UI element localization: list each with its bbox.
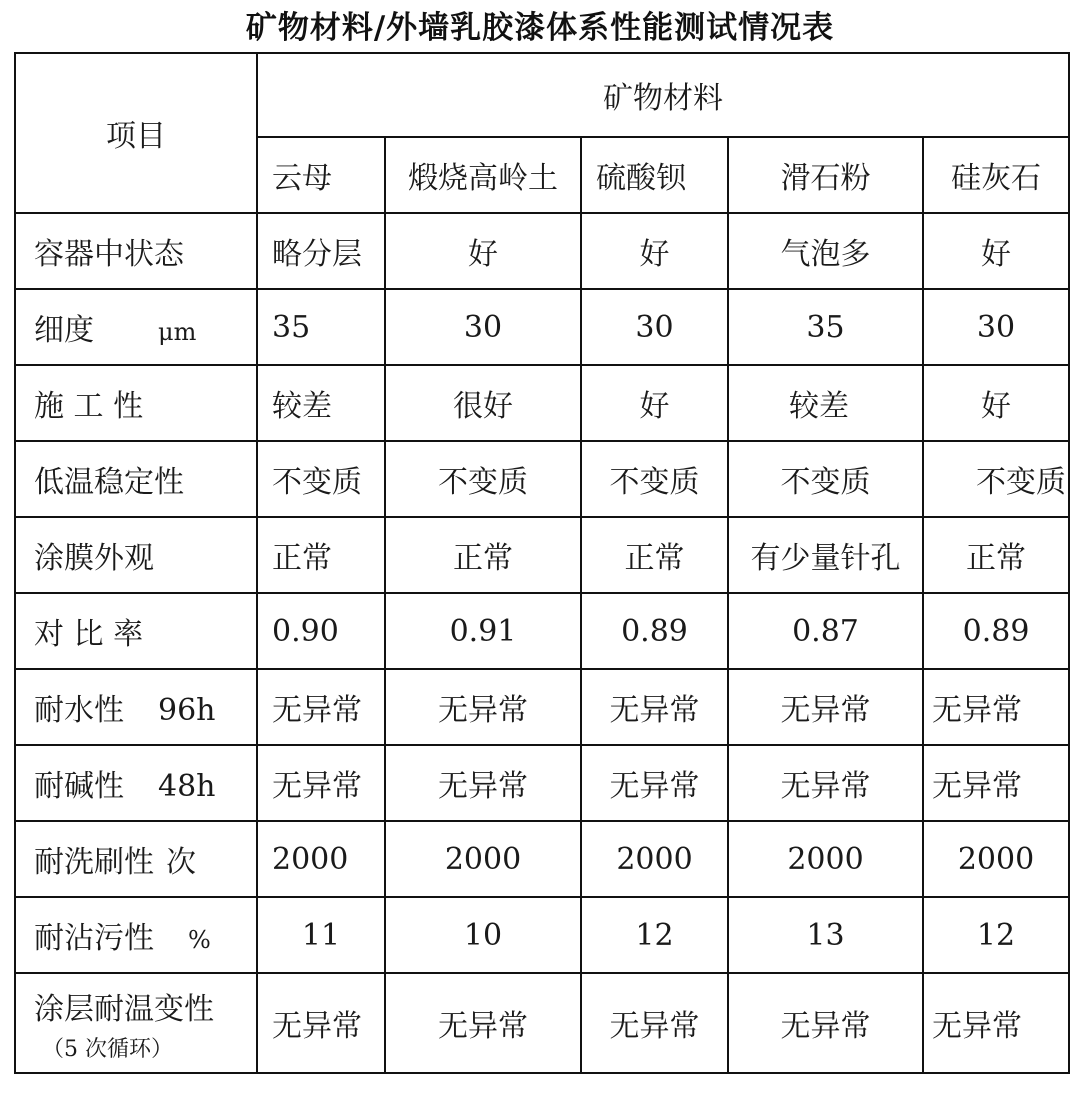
table-cell: 正常 xyxy=(581,517,728,593)
table-row xyxy=(15,821,1069,897)
row-unit: 次 xyxy=(166,845,196,880)
table-cell: 无异常 xyxy=(581,745,728,821)
table-cell: 0.91 xyxy=(385,593,581,669)
table-cell: 不变质 xyxy=(385,441,581,517)
row-label xyxy=(15,441,257,517)
material-header: 云母 xyxy=(257,137,385,213)
table-cell: 无异常 xyxy=(385,669,581,745)
table-cell: 无异常 xyxy=(923,745,1069,821)
material-header: 硫酸钡 xyxy=(581,137,728,213)
table-cell: 无异常 xyxy=(257,973,385,1073)
row-label xyxy=(15,973,257,1073)
table-cell: 无异常 xyxy=(923,669,1069,745)
row-label xyxy=(15,669,257,745)
table-row xyxy=(15,289,1069,365)
table-cell: 无异常 xyxy=(257,669,385,745)
table-cell: 好 xyxy=(385,213,581,289)
row-unit: % xyxy=(188,926,211,954)
table-row xyxy=(15,897,1069,973)
table-row xyxy=(15,441,1069,517)
table-row xyxy=(15,669,1069,745)
table-cell: 较差 xyxy=(257,365,385,441)
table-cell: 好 xyxy=(923,365,1069,441)
table-cell: 有少量针孔 xyxy=(728,517,923,593)
row-label-text: 耐碱性 xyxy=(34,769,124,804)
row-unit: （5 次循环） xyxy=(42,1036,173,1062)
table-cell: 不变质 xyxy=(923,441,1069,517)
table-cell: 无异常 xyxy=(581,669,728,745)
header-row-group xyxy=(15,53,1069,137)
table-cell: 无异常 xyxy=(385,973,581,1073)
row-label xyxy=(15,213,257,289)
row-label-text: 耐沾污性 xyxy=(34,921,154,956)
row-unit: μm xyxy=(158,318,197,346)
table-cell: 35 xyxy=(728,289,923,365)
table-row xyxy=(15,517,1069,593)
table-cell: 2000 xyxy=(385,821,581,897)
table-title: 矿物材料/外墙乳胶漆体系性能测试情况表 xyxy=(245,10,835,46)
table-cell: 2000 xyxy=(923,821,1069,897)
table-cell: 2000 xyxy=(581,821,728,897)
table-cell: 无异常 xyxy=(923,973,1069,1073)
table-cell: 略分层 xyxy=(257,213,385,289)
row-label xyxy=(15,365,257,441)
table-cell: 12 xyxy=(581,897,728,973)
table-row xyxy=(15,593,1069,669)
table-row xyxy=(15,213,1069,289)
table-cell: 正常 xyxy=(385,517,581,593)
row-label-text: 低温稳定性 xyxy=(34,465,184,500)
table-cell: 0.89 xyxy=(923,593,1069,669)
row-label xyxy=(15,745,257,821)
table-cell: 不变质 xyxy=(581,441,728,517)
table-cell: 11 xyxy=(257,897,385,973)
table-cell: 0.89 xyxy=(581,593,728,669)
table-row xyxy=(15,973,1069,1073)
table-cell: 不变质 xyxy=(728,441,923,517)
table-cell: 无异常 xyxy=(728,669,923,745)
table-cell: 无异常 xyxy=(581,973,728,1073)
table-cell: 不变质 xyxy=(257,441,385,517)
row-unit: 96h xyxy=(158,693,216,728)
row-label-text: 耐洗刷性 xyxy=(34,845,154,880)
table-cell: 2000 xyxy=(728,821,923,897)
table-cell: 0.87 xyxy=(728,593,923,669)
row-label-text: 施 工 性 xyxy=(34,389,144,424)
table-cell: 较差 xyxy=(728,365,923,441)
table-cell: 气泡多 xyxy=(728,213,923,289)
table-cell: 好 xyxy=(581,213,728,289)
table-cell: 13 xyxy=(728,897,923,973)
table-cell: 无异常 xyxy=(257,745,385,821)
row-label xyxy=(15,289,257,365)
table-cell: 无异常 xyxy=(728,745,923,821)
table-cell: 35 xyxy=(257,289,385,365)
performance-test-table xyxy=(14,52,1070,1074)
row-label-text: 细度 xyxy=(34,313,94,348)
table-cell: 12 xyxy=(923,897,1069,973)
table-cell: 无异常 xyxy=(728,973,923,1073)
row-label-text: 对 比 率 xyxy=(34,617,144,652)
group-header-minerals: 矿物材料 xyxy=(257,53,1069,137)
table-cell: 30 xyxy=(385,289,581,365)
row-label xyxy=(15,821,257,897)
corner-header: 项目 xyxy=(15,53,257,213)
material-header: 硅灰石 xyxy=(923,137,1069,213)
table-row xyxy=(15,745,1069,821)
row-label-text: 涂层耐温变性 xyxy=(34,991,214,1027)
table-cell: 无异常 xyxy=(385,745,581,821)
row-label-text: 容器中状态 xyxy=(34,237,184,272)
table-cell: 30 xyxy=(581,289,728,365)
table-cell: 2000 xyxy=(257,821,385,897)
row-unit: 48h xyxy=(158,769,216,804)
table-cell: 0.90 xyxy=(257,593,385,669)
table-cell: 好 xyxy=(923,213,1069,289)
material-header: 滑石粉 xyxy=(728,137,923,213)
row-label-text: 耐水性 xyxy=(34,693,124,728)
table-cell: 正常 xyxy=(257,517,385,593)
table-cell: 很好 xyxy=(385,365,581,441)
row-label xyxy=(15,897,257,973)
table-row xyxy=(15,365,1069,441)
table-cell: 正常 xyxy=(923,517,1069,593)
table-cell: 好 xyxy=(581,365,728,441)
row-label-text: 涂膜外观 xyxy=(34,541,154,576)
table-cell: 30 xyxy=(923,289,1069,365)
row-label xyxy=(15,593,257,669)
table-cell: 10 xyxy=(385,897,581,973)
material-header: 煅烧高岭土 xyxy=(385,137,581,213)
row-label xyxy=(15,517,257,593)
